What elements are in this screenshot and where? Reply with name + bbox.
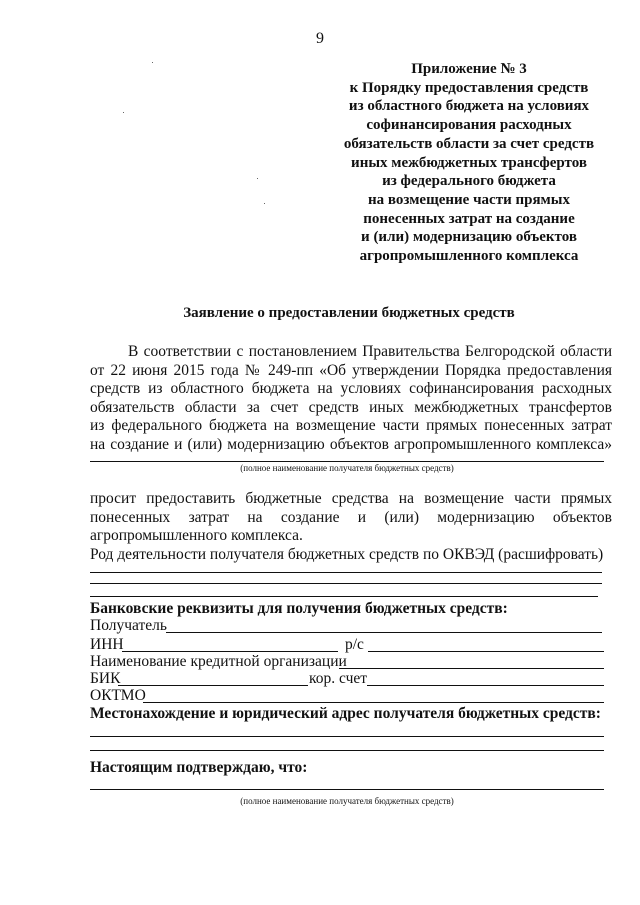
account-field[interactable] [368, 651, 604, 652]
confirm-name-line[interactable] [90, 789, 604, 790]
inn-field[interactable] [122, 651, 338, 652]
intro-line: от 22 июня 2015 года № 249-пп «Об утверждении Порядка предоставления [90, 361, 612, 379]
address-line-2[interactable] [90, 750, 604, 751]
bank-heading: Банковские реквизиты для получения бюджетных средств: [90, 600, 508, 617]
oktmo-field[interactable] [143, 702, 604, 703]
okved-line-3[interactable] [90, 596, 598, 597]
scan-speck [152, 62, 153, 63]
document-title: Заявление о предоставлении бюджетных средств [183, 305, 515, 321]
credit-org-label: Наименование кредитной организации [90, 653, 347, 670]
address-line-1[interactable] [90, 736, 604, 737]
corr-account-field[interactable] [367, 685, 604, 686]
appendix-line: из областного бюджета на условиях [348, 98, 590, 115]
intro-line: из федерального бюджета на возмещение части прямых понесенных затрат [90, 417, 612, 435]
page-number: 9 [316, 30, 324, 47]
recipient-caption: (полное наименование получателя бюджетных средств) [240, 463, 454, 473]
inn-label: ИНН [90, 636, 124, 653]
appendix-line: софинансирования расходных [366, 117, 572, 134]
okved-line-2[interactable] [90, 583, 602, 584]
appendix-line: к Порядку предоставления средств [349, 79, 589, 96]
appendix-line: агропромышленного комплекса [359, 248, 579, 265]
intro-line: обязательств области за счет средств иных межбюджетных трансфертов [90, 398, 612, 416]
request-line: просит предоставить бюджетные средства на возмещение части прямых [90, 490, 612, 507]
bik-field[interactable] [118, 685, 308, 686]
appendix-line: из федерального бюджета [382, 173, 556, 190]
request-line: понесенных затрат на создание и (или) модернизацию объектов [90, 508, 612, 526]
scan-speck [264, 203, 265, 204]
bik-label: БИК [90, 670, 121, 687]
address-heading: Местонахождение и юридический адрес получателя бюджетных средств: [90, 705, 601, 722]
recipient-name-line[interactable] [90, 461, 604, 462]
credit-org-field[interactable] [339, 668, 604, 669]
appendix-line: обязательств области за счет средств [343, 135, 595, 152]
recipient-field[interactable] [166, 632, 602, 633]
appendix-line: понесенных затрат на создание [363, 210, 575, 227]
appendix-heading [320, 60, 618, 266]
intro-paragraph [90, 343, 612, 455]
scan-speck [257, 178, 258, 179]
confirm-caption: (полное наименование получателя бюджетных средств) [240, 796, 454, 806]
scan-speck [123, 112, 124, 113]
appendix-line: и (или) модернизацию объектов [361, 229, 577, 246]
intro-line: средств из областного бюджета на условиях софинансирования расходных [90, 380, 612, 398]
request-paragraph [90, 490, 612, 564]
account-label: р/с [345, 636, 364, 653]
request-line: агропромышленного комплекса. [90, 527, 303, 545]
intro-line: на создание и (или) модернизацию объектов агропромышленного комплекса» [90, 435, 612, 453]
appendix-line: на возмещение части прямых [367, 191, 570, 208]
confirm-heading: Настоящим подтверждаю, что: [90, 759, 308, 776]
recipient-label: Получатель [90, 617, 167, 634]
intro-line: В соответствии с постановлением Правительства Белгородской области [128, 343, 612, 360]
appendix-line: иных межбюджетных трансфертов [351, 154, 587, 171]
appendix-line: Приложение № 3 [411, 61, 527, 77]
corr-account-label: кор. счет [309, 670, 368, 687]
okved-line-1[interactable] [90, 572, 602, 573]
okved-label: Род деятельности получателя бюджетных средств по ОКВЭД (расшифровать) [90, 545, 604, 563]
oktmo-label: ОКТМО [90, 687, 146, 704]
